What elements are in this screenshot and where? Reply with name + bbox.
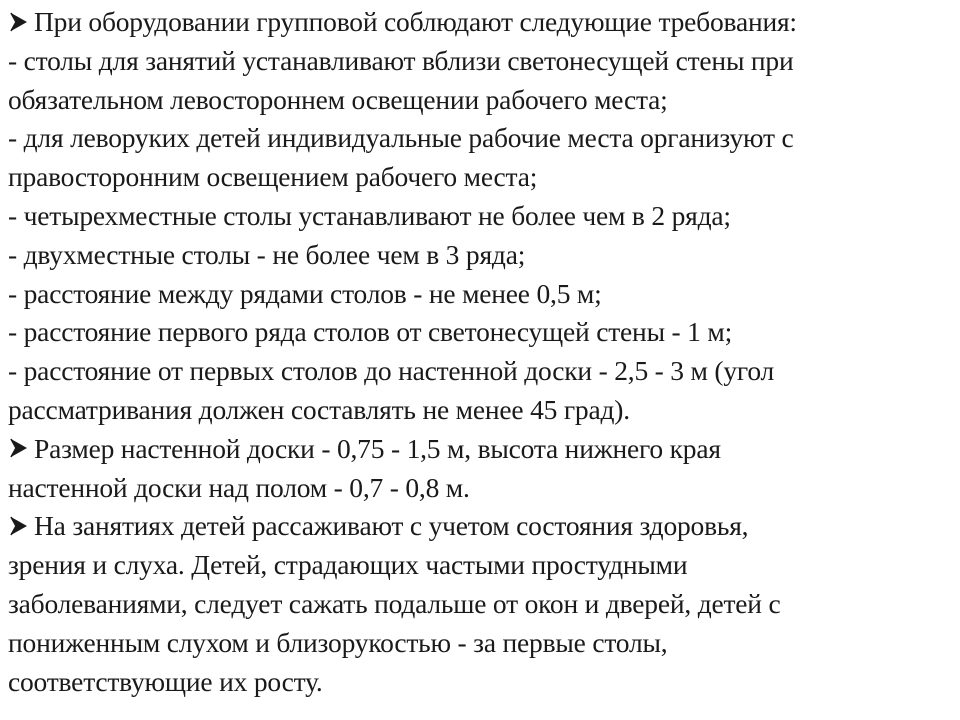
line-text: соответствующие их росту. <box>8 665 323 697</box>
paragraph-line <box>8 352 953 391</box>
arrowhead-bullet-icon <box>8 437 34 459</box>
line-text: настенной доски над полом - 0,7 - 0,8 м. <box>8 471 470 503</box>
line-text: зрения и слуха. Детей, страдающих частыми простудными <box>8 549 688 581</box>
paragraph-line <box>8 81 953 120</box>
line-text: - двухместные столы - не более чем в 3 ряда; <box>8 238 526 270</box>
line-text: - расстояние между рядами столов - не менее 0,5 м; <box>8 277 602 309</box>
line-text: заболеваниями, следует сажать подальше от окон и дверей, детей с <box>8 587 781 619</box>
line-text: обязательном левостороннем освещении рабочего места; <box>8 83 668 115</box>
paragraph-line <box>8 119 953 158</box>
paragraph-line <box>8 313 953 352</box>
bullet-paragraph-line <box>8 3 953 42</box>
line-text: - четырехместные столы устанавливают не более чем в 2 ряда; <box>8 199 731 231</box>
paragraph-line <box>8 469 953 508</box>
line-text: пониженным слухом и близорукостью - за первые столы, <box>8 626 668 658</box>
arrowhead-bullet-icon <box>8 11 34 33</box>
line-text: - для леворуких детей индивидуальные рабочие места организуют с <box>8 122 794 154</box>
line-text: правосторонним освещением рабочего места; <box>8 161 538 193</box>
paragraph-line <box>8 275 953 314</box>
line-text: - расстояние первого ряда столов от светонесущей стены - 1 м; <box>8 316 733 348</box>
paragraph-line <box>8 663 953 702</box>
bullet-paragraph-line <box>8 430 953 469</box>
line-text: Размер настенной доски - 0,75 - 1,5 м, высота нижнего края <box>34 432 721 464</box>
paragraph-line <box>8 158 953 197</box>
line-text: - расстояние от первых столов до настенной доски - 2,5 - 3 м (угол <box>8 355 775 387</box>
slide-text-block <box>8 3 953 701</box>
arrowhead-bullet-icon <box>8 515 34 537</box>
paragraph-line <box>8 391 953 430</box>
paragraph-line <box>8 624 953 663</box>
paragraph-line <box>8 236 953 275</box>
paragraph-line <box>8 546 953 585</box>
paragraph-line <box>8 197 953 236</box>
bullet-paragraph-line <box>8 507 953 546</box>
line-text: На занятиях детей рассаживают с учетом состояния здоровья, <box>34 510 749 542</box>
line-text: - столы для занятий устанавливают вблизи светонесущей стены при <box>8 44 794 76</box>
paragraph-line <box>8 585 953 624</box>
paragraph-line <box>8 42 953 81</box>
line-text: При оборудовании групповой соблюдают следующие требования: <box>34 6 797 37</box>
line-text: рассматривания должен составлять не менее 45 град). <box>8 393 630 425</box>
